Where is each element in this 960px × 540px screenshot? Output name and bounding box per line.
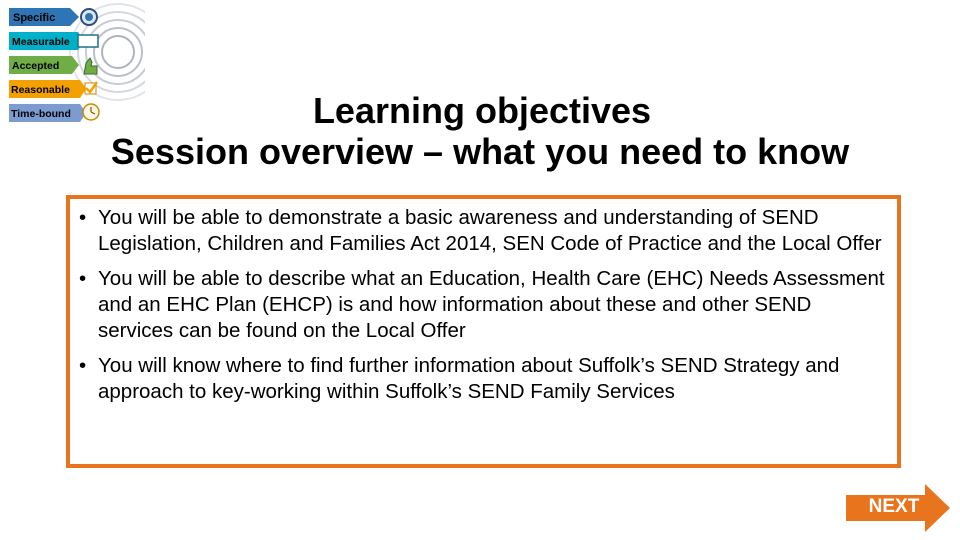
- smart-arrow-accepted: [9, 56, 79, 74]
- objective-item: [79, 353, 891, 405]
- objective-text: You will know where to find further information about Suffolk’s SEND Strategy and approach to key-working within Suffolk’s SEND Family Services: [98, 354, 840, 403]
- bullet-icon: •: [79, 354, 87, 377]
- objective-item: [79, 266, 891, 344]
- smart-arrow-measurable: [9, 32, 84, 50]
- target-icon: [81, 9, 97, 25]
- next-arrow-icon: [846, 484, 950, 532]
- objectives-box: [66, 195, 901, 468]
- bullet-icon: •: [79, 206, 87, 229]
- smart-label-accepted: Accepted: [12, 60, 60, 72]
- page-title: Learning objectives: [312, 90, 652, 131]
- smart-label-measurable: Measurable: [12, 36, 70, 48]
- bullet-icon: •: [79, 267, 87, 290]
- objective-item: [79, 205, 891, 257]
- page-subtitle: Session overview – what you need to know: [110, 131, 850, 172]
- smart-arrow-specific: [9, 8, 79, 26]
- smart-label-reasonable: Reasonable: [11, 84, 70, 96]
- smart-label-specific: Specific: [13, 12, 56, 24]
- objective-text: You will be able to describe what an Education, Health Care (EHC) Needs Assessment and an EHC Plan (EHCP) is and how information about these and other SEND services can be found on the Local Offer: [98, 267, 885, 342]
- objective-text: You will be able to demonstrate a basic awareness and understanding of SEND Legislation, Children and Families Act 2014, SEN Code of Practice and the Local Offer: [98, 206, 882, 255]
- objectives-list: [79, 205, 891, 414]
- smart-label-timebound: Time-bound: [11, 108, 71, 120]
- next-button[interactable]: [846, 482, 952, 532]
- next-button-label[interactable]: NEXT: [868, 496, 920, 517]
- ruler-icon: [78, 35, 98, 47]
